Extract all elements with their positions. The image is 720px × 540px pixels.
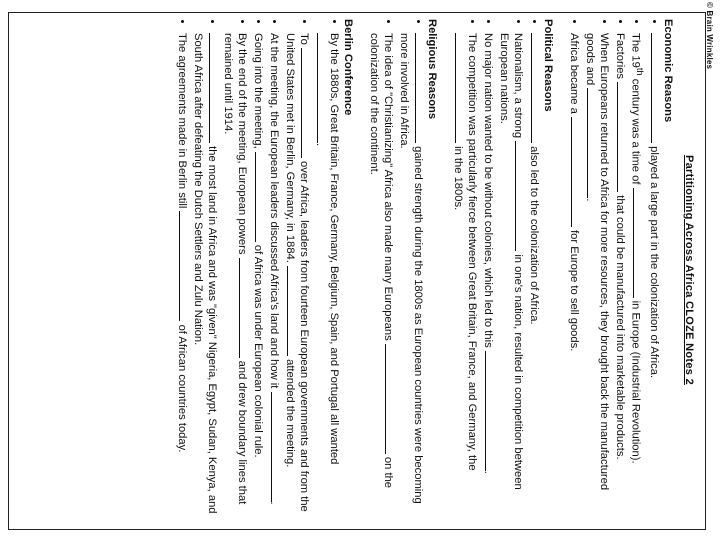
note-text: European colonial rule. [251,343,264,458]
fill-blank[interactable] [571,117,581,227]
copyright-text: © Brain Wrinkles [705,2,714,70]
note-text: By the end of the meeting, European powers [235,33,248,255]
note-text: of African [175,324,188,372]
note-text: Egypt, Sudan, Kenya, and South Africa after defeating the Dutch Settlers and Zulu [191,33,218,514]
superscript: th [635,67,646,76]
notes-sheet [8,12,706,530]
fill-blank[interactable] [239,258,249,358]
note-text: No major nation wanted to be without colonies, which led to this [481,33,494,348]
fill-blank[interactable] [531,33,541,143]
fill-blank[interactable] [617,82,627,192]
fill-blank[interactable] [587,88,597,198]
note-text: played a large part in the colonization of Africa. [648,146,661,379]
note-text: countries today. [175,374,188,453]
fill-blank[interactable] [415,33,425,143]
note-text: in the 1800s. [451,146,464,211]
list-item [221,33,249,521]
note-text: marketable products. [613,355,626,460]
fill-blank[interactable] [651,33,661,143]
note-text: drew boundary lines that remained until 1914. [221,33,248,505]
list-item [567,33,581,521]
note-text: over Africa, leaders from fourteen European [297,161,310,379]
note-text: the [465,455,478,471]
fill-blank[interactable] [633,188,643,298]
section-religious [367,19,439,521]
list-item: • When Europeans returned to Africa for more resources, they brought back the manufactured goods and . [583,33,611,521]
note-text: competition between European nations. [497,33,524,490]
note-text: The 19 [629,33,642,68]
list-item [191,33,219,521]
page-title: Partitioning Across Africa CLOZE Notes 2 [683,154,695,385]
section-heading: Political Reasons [541,19,554,112]
note-text: also led to the colonization of Africa. [527,146,540,325]
note-text: The agreements made in Berlin still [175,33,188,209]
note-text: of Africa was under [251,244,264,341]
note-text: Africa became a [567,33,580,114]
note-text: To [297,33,310,45]
note-text: manufactured goods and [583,33,610,491]
note-text: Factories [613,33,626,80]
list-item [397,33,425,521]
bullet-list [567,19,662,521]
note-text: in Europe (Industrial [629,300,642,401]
fill-blank[interactable] [287,266,297,356]
list-item [283,33,311,521]
note-text: in one's nation, resulted in [511,254,524,384]
bullet-list [367,19,425,521]
note-text: wanted [327,428,340,465]
note-text: By the 1880s, Great Britain, France, Germany, Belgium, Spain, and Portugal all [327,33,340,426]
note-text: When Europeans returned to Africa for more resources, they brought back the [597,33,610,419]
fill-blank[interactable] [485,351,495,471]
fill-blank[interactable] [209,33,219,143]
note-text: attended the meeting. [283,359,296,468]
note-text: that could be manufactured into [613,195,626,352]
note-text: gained strength during the 1800s as European [411,146,424,377]
note-text: the most land in Africa and was "given" Nigeria, [205,146,218,381]
section-berlin [175,19,355,521]
list-item: • At the meeting, the European leaders discussed Africa's land and how it . [267,33,281,521]
list-item [527,33,541,521]
note-text: Nationalism, a strong [511,33,524,139]
fill-blank[interactable] [301,48,311,158]
fill-blank[interactable] [515,141,525,251]
note-text: The competition was particularly fierce between Great Britain, France, and Germany, [465,33,478,452]
note-text: Revolution). [629,403,642,464]
bullet-list [175,19,341,521]
note-text: At the meeting, the European leaders discussed Africa's land and how it [267,33,280,389]
note-text: century was a time of [629,78,642,185]
note-text: for Europe to sell goods. [567,230,580,352]
section-political [451,19,555,521]
note-text: The idea of "Christianizing" Africa also made many Europeans [381,33,394,341]
note-text: Nation. [191,309,204,346]
section-economic [567,19,676,521]
list-item [451,33,479,521]
notes-content [163,19,695,521]
list-item [613,33,627,521]
list-item [497,33,525,521]
note-text: and [235,360,248,380]
section-heading: Berlin Conference [341,19,354,116]
list-item [647,33,661,521]
list-item [175,33,189,521]
fill-blank[interactable] [255,152,265,242]
list-item [251,33,265,521]
fill-blank[interactable] [271,392,281,502]
section-heading: Religious Reasons [425,19,438,120]
list-item: • No major nation wanted to be without colonies, which led to this . [481,33,495,521]
bullet-list [451,19,541,521]
note-text: countries were becoming more involved in Africa. [397,33,424,504]
fill-blank[interactable] [179,211,189,321]
section-heading: Economic Reasons [662,19,675,123]
list-item [629,33,646,521]
fill-blank[interactable] [455,33,465,143]
note-text: on the colonization of the continent. [367,33,394,489]
list-item [367,33,395,521]
fill-blank[interactable] [317,33,327,143]
list-item: • By the 1880s, Great Britain, France, Germany, Belgium, Spain, and Portugal all wanted . [313,33,341,521]
note-text: Going into the meeting, [251,33,264,149]
fill-blank[interactable] [385,344,395,454]
note-text: governments and from the United States met in Berlin, Germany, in 1884. [283,33,310,512]
